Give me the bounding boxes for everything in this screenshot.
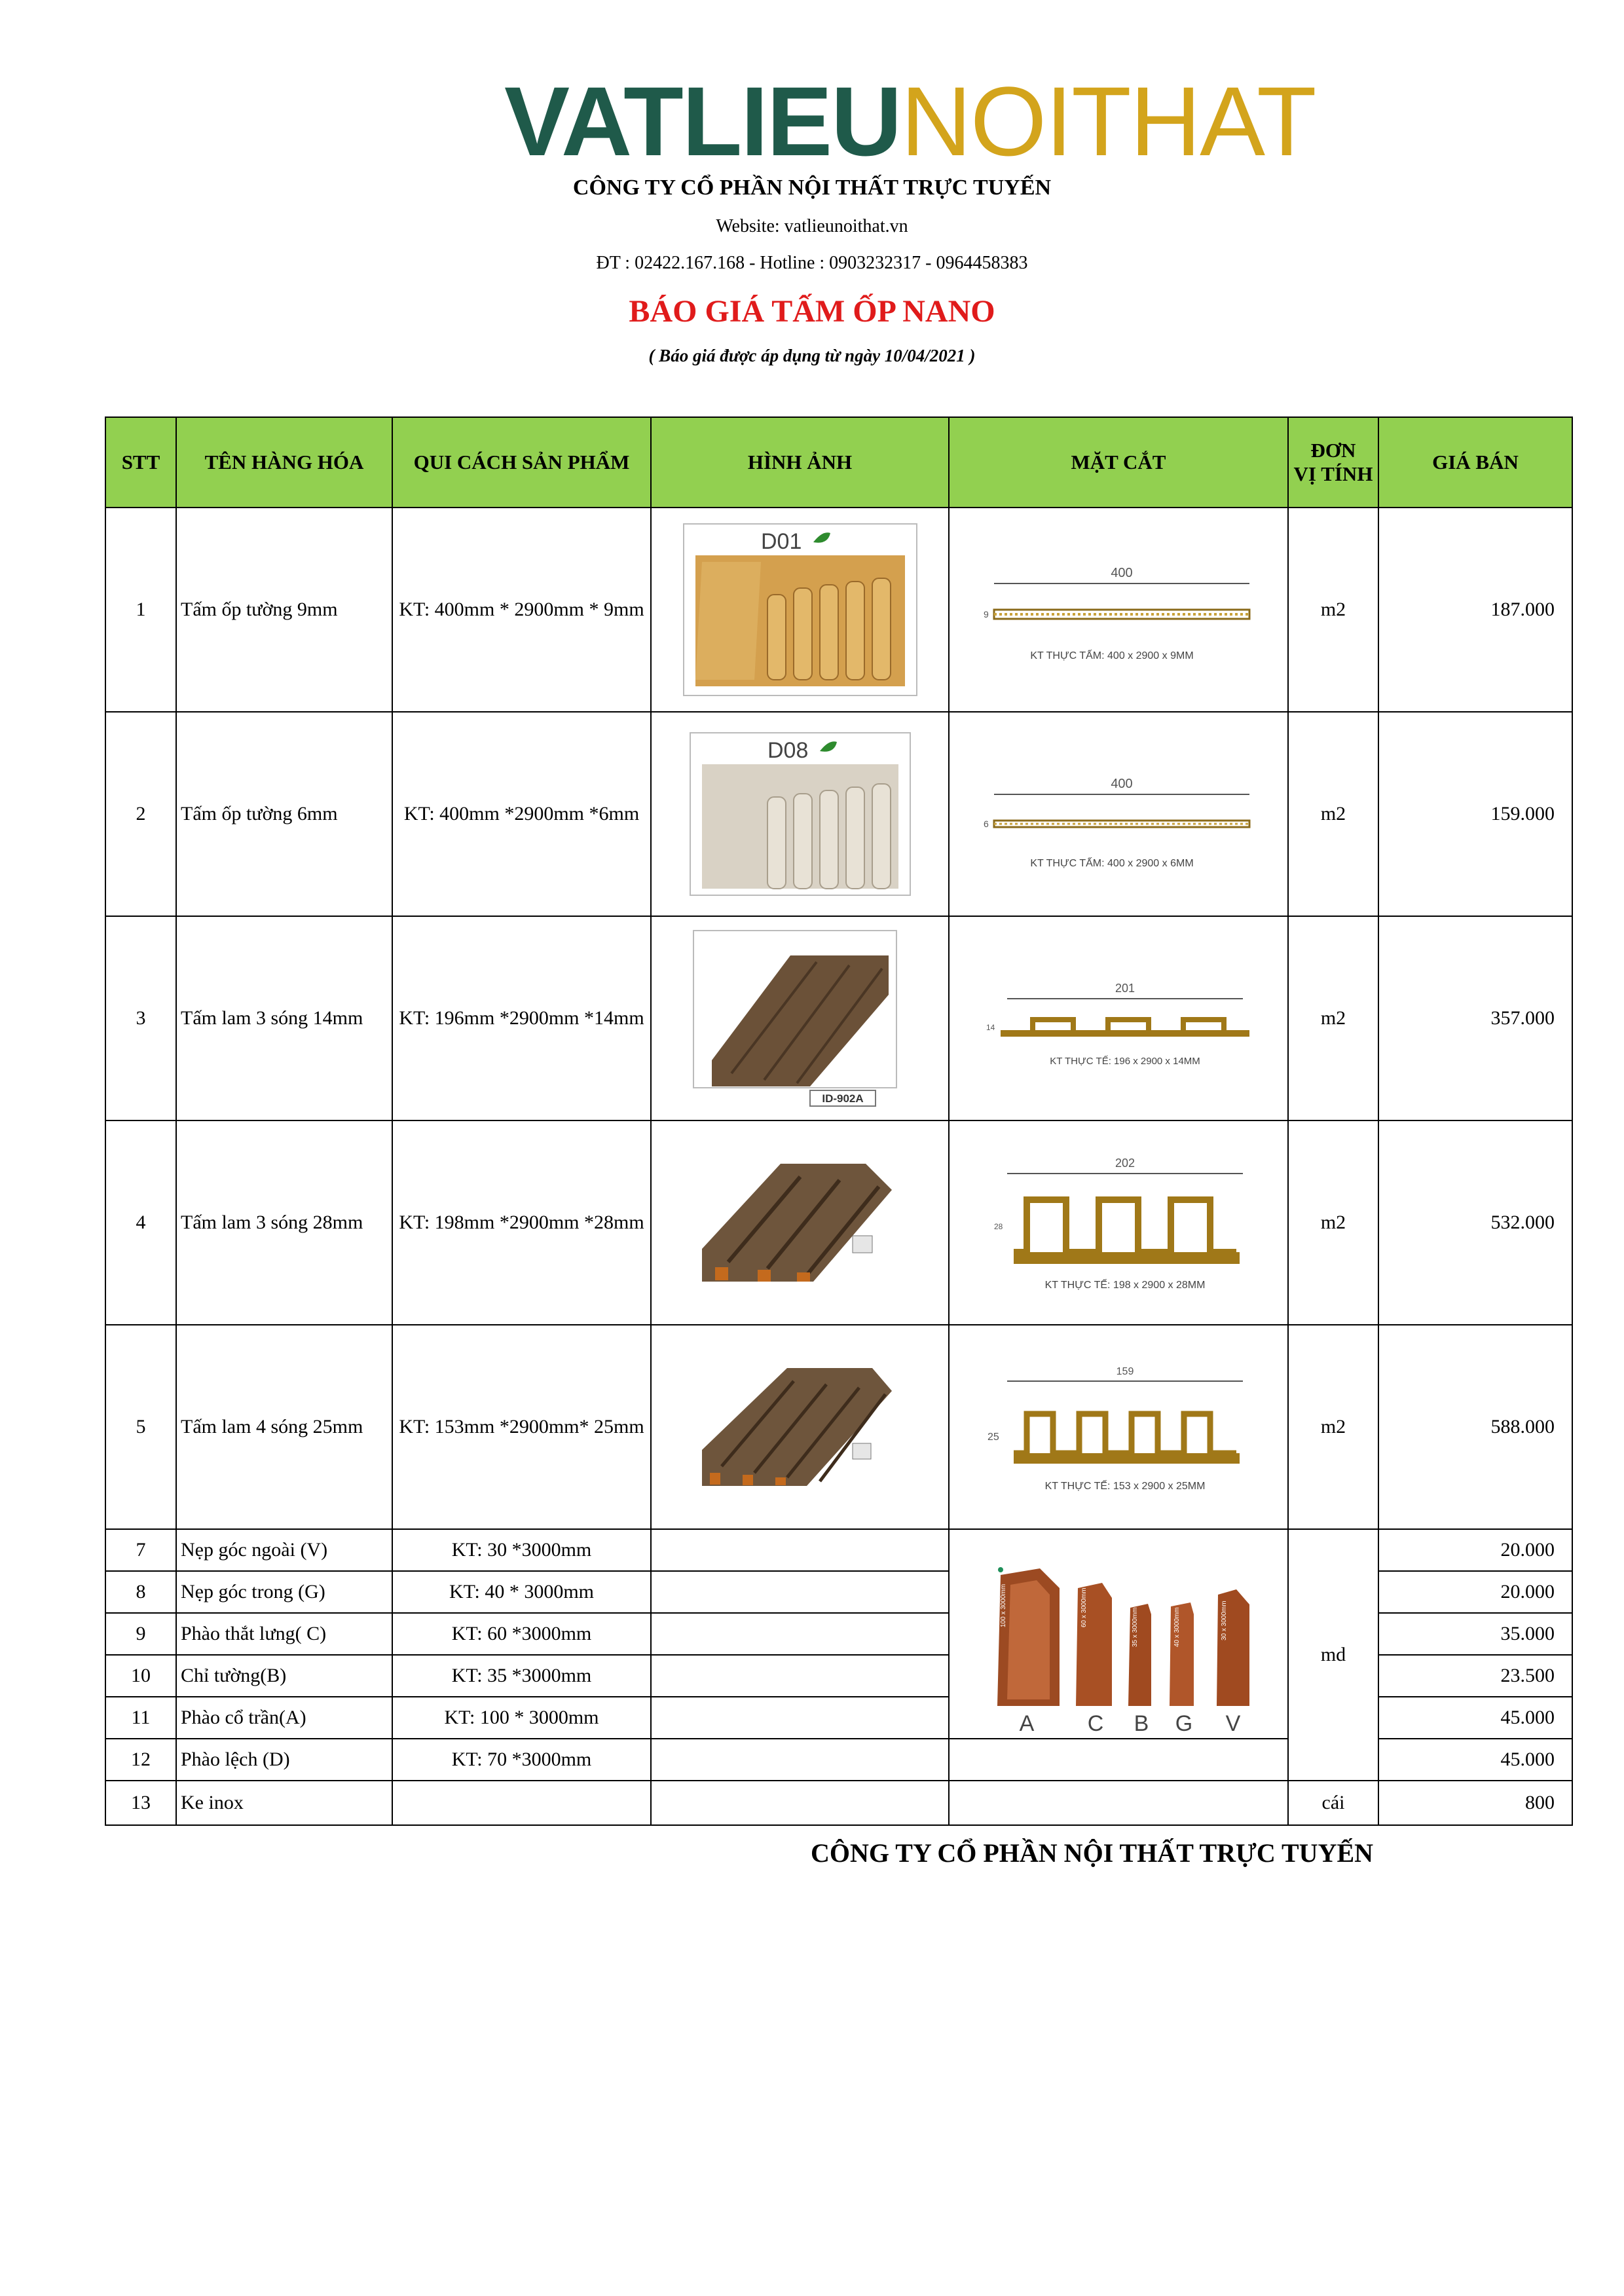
moulding-letter: C [1087,1711,1104,1732]
row-stt: 2 [105,712,176,916]
row-price: 357.000 [1378,916,1572,1120]
section-caption: KT THỰC TẾ: 196 x 2900 x 14MM [1050,1056,1200,1067]
logo-part-1: VATLIEU [504,66,901,176]
moulding-letter: A [1019,1711,1035,1732]
row-spec: KT: 30 *3000mm [392,1529,651,1571]
row-section [949,1120,1288,1325]
row-stt: 3 [105,916,176,1120]
row-price: 159.000 [1378,712,1572,916]
col-header-unit [1288,417,1378,508]
panel-product-image [695,1358,905,1496]
row-spec: KT: 60 *3000mm [392,1613,651,1655]
row-image [651,1697,949,1739]
table-row [105,1529,1572,1571]
company-logo [504,66,1316,176]
row-name: Tấm ốp tường 9mm [176,508,392,712]
row-stt: 1 [105,508,176,712]
cross-section-drawing [968,1355,1269,1499]
cross-section-drawing [968,544,1269,675]
row-section [949,1781,1288,1825]
row-unit: m2 [1288,1325,1378,1529]
row-price: 588.000 [1378,1325,1572,1529]
row-unit: m2 [1288,1120,1378,1325]
table-row [105,916,1572,1120]
moulding-spec: 35 x 3000mm [1132,1607,1139,1647]
row-section [949,712,1288,916]
row-spec: KT: 400mm * 2900mm * 9mm [392,508,651,712]
panel-product-image [695,1151,905,1295]
section-side: 6 [984,819,989,829]
moulding-letter: B [1134,1711,1149,1732]
row-image [651,1325,949,1529]
row-name: Ke inox [176,1781,392,1825]
row-unit: m2 [1288,712,1378,916]
row-section [949,1739,1288,1781]
table-row [105,508,1572,712]
unit-header-line-1: ĐƠN [1310,439,1356,462]
row-price: 532.000 [1378,1120,1572,1325]
section-dimension: 400 [1111,777,1133,791]
section-side: 9 [984,609,989,620]
row-price: 187.000 [1378,508,1572,712]
row-section [949,508,1288,712]
col-header-name: TÊN HÀNG HÓA [176,417,392,508]
company-name: CÔNG TY CỔ PHẦN NỘI THẤT TRỰC TUYẾN [572,176,1052,200]
moulding-image-cell [949,1529,1288,1739]
cross-section-drawing [968,749,1269,880]
row-price: 45.000 [1378,1739,1572,1781]
moulding-letter: G [1175,1711,1193,1732]
row-stt: 9 [105,1613,176,1655]
row-spec: KT: 400mm *2900mm *6mm [392,712,651,916]
panel-product-image [682,523,918,697]
section-dimension: 202 [1115,1157,1135,1170]
row-stt: 13 [105,1781,176,1825]
row-image [651,1529,949,1571]
moulding-products-image [961,1536,1276,1732]
row-name: Nẹp góc ngoài (V) [176,1529,392,1571]
row-price: 20.000 [1378,1529,1572,1571]
row-image [651,1120,949,1325]
table-row [105,712,1572,916]
section-caption: KT THỰC TẤM: 400 x 2900 x 9MM [1030,650,1194,661]
row-name: Tấm lam 3 sóng 14mm [176,916,392,1120]
moulding-spec: 40 x 3000mm [1173,1607,1181,1647]
row-price: 800 [1378,1781,1572,1825]
image-label: ID-902A [821,1092,864,1105]
row-spec: KT: 153mm *2900mm* 25mm [392,1325,651,1529]
row-image [651,712,949,916]
row-spec: KT: 35 *3000mm [392,1655,651,1697]
table-row [105,1325,1572,1529]
table-row [105,1781,1572,1825]
col-header-spec: QUI CÁCH SẢN PHẨM [392,417,651,508]
row-name: Tấm ốp tường 6mm [176,712,392,916]
row-name: Phào thắt lưng( C) [176,1613,392,1655]
panel-product-image [689,731,912,897]
row-image [651,916,949,1120]
row-unit: md [1288,1529,1378,1781]
document-subtitle: ( Báo giá được áp dụng từ ngày 10/04/2021 ) [648,346,976,365]
col-header-stt: STT [105,417,176,508]
row-price: 23.500 [1378,1655,1572,1697]
row-stt: 7 [105,1529,176,1571]
website-line: Website: vatlieunoithat.vn [716,216,908,236]
price-table [105,417,1573,1826]
row-stt: 8 [105,1571,176,1613]
row-name: Tấm lam 4 sóng 25mm [176,1325,392,1529]
row-section [949,1325,1288,1529]
cross-section-drawing [968,1147,1269,1298]
moulding-spec: 60 x 3000mm [1080,1587,1088,1627]
logo-part-2: NOITHAT [900,66,1316,176]
row-image [651,1781,949,1825]
row-name: Tấm lam 3 sóng 28mm [176,1120,392,1325]
row-spec [392,1781,651,1825]
section-caption: KT THỰC TẾ: 198 x 2900 x 28MM [1044,1280,1206,1291]
col-header-price: GIÁ BÁN [1378,417,1572,508]
cross-section-drawing [968,953,1269,1084]
row-name: Nẹp góc trong (G) [176,1571,392,1613]
section-caption: KT THỰC TẾ: 153 x 2900 x 25MM [1044,1481,1206,1492]
unit-header-line-2: VỊ TÍNH [1293,462,1373,485]
row-price: 35.000 [1378,1613,1572,1655]
col-header-section: MẶT CẮT [949,417,1288,508]
row-price: 45.000 [1378,1697,1572,1739]
section-dimension: 201 [1115,982,1135,995]
row-image [651,508,949,712]
table-row [105,1120,1572,1325]
row-unit: cái [1288,1781,1378,1825]
section-side: 14 [986,1023,995,1032]
row-stt: 10 [105,1655,176,1697]
section-dimension: 400 [1111,566,1133,580]
row-stt: 4 [105,1120,176,1325]
panel-product-image [692,929,908,1107]
section-side: 25 [987,1432,999,1443]
col-header-image: HÌNH ẢNH [651,417,949,508]
section-caption: KT THỰC TẤM: 400 x 2900 x 6MM [1030,858,1194,869]
row-name: Phào lệch (D) [176,1739,392,1781]
document-title: BÁO GIÁ TẤM ỐP NANO [629,294,995,329]
moulding-letter: V [1225,1711,1241,1732]
image-label: D01 [760,529,802,554]
row-section [949,916,1288,1120]
row-stt: 5 [105,1325,176,1529]
row-image [651,1613,949,1655]
row-unit: m2 [1288,508,1378,712]
row-spec: KT: 70 *3000mm [392,1739,651,1781]
image-label: D08 [767,738,808,763]
footer-company: CÔNG TY CỔ PHẦN NỘI THẤT TRỰC TUYẾN [811,1838,1374,1868]
section-side: 28 [994,1222,1003,1231]
row-image [651,1571,949,1613]
row-spec: KT: 198mm *2900mm *28mm [392,1120,651,1325]
row-unit: m2 [1288,916,1378,1120]
row-spec: KT: 196mm *2900mm *14mm [392,916,651,1120]
row-spec: KT: 100 * 3000mm [392,1697,651,1739]
row-name: Chỉ tường(B) [176,1655,392,1697]
moulding-spec: 30 x 3000mm [1221,1601,1228,1640]
row-spec: KT: 40 * 3000mm [392,1571,651,1613]
row-stt: 11 [105,1697,176,1739]
moulding-spec: 100 x 3000mm [1000,1583,1007,1627]
row-image [651,1739,949,1781]
row-stt: 12 [105,1739,176,1781]
row-name: Phào cổ trần(A) [176,1697,392,1739]
row-price: 20.000 [1378,1571,1572,1613]
row-image [651,1655,949,1697]
section-dimension: 159 [1116,1366,1134,1377]
phone-line: ĐT : 02422.167.168 - Hotline : 0903232317 - 0964458383 [596,253,1028,273]
table-header-row [105,417,1572,508]
